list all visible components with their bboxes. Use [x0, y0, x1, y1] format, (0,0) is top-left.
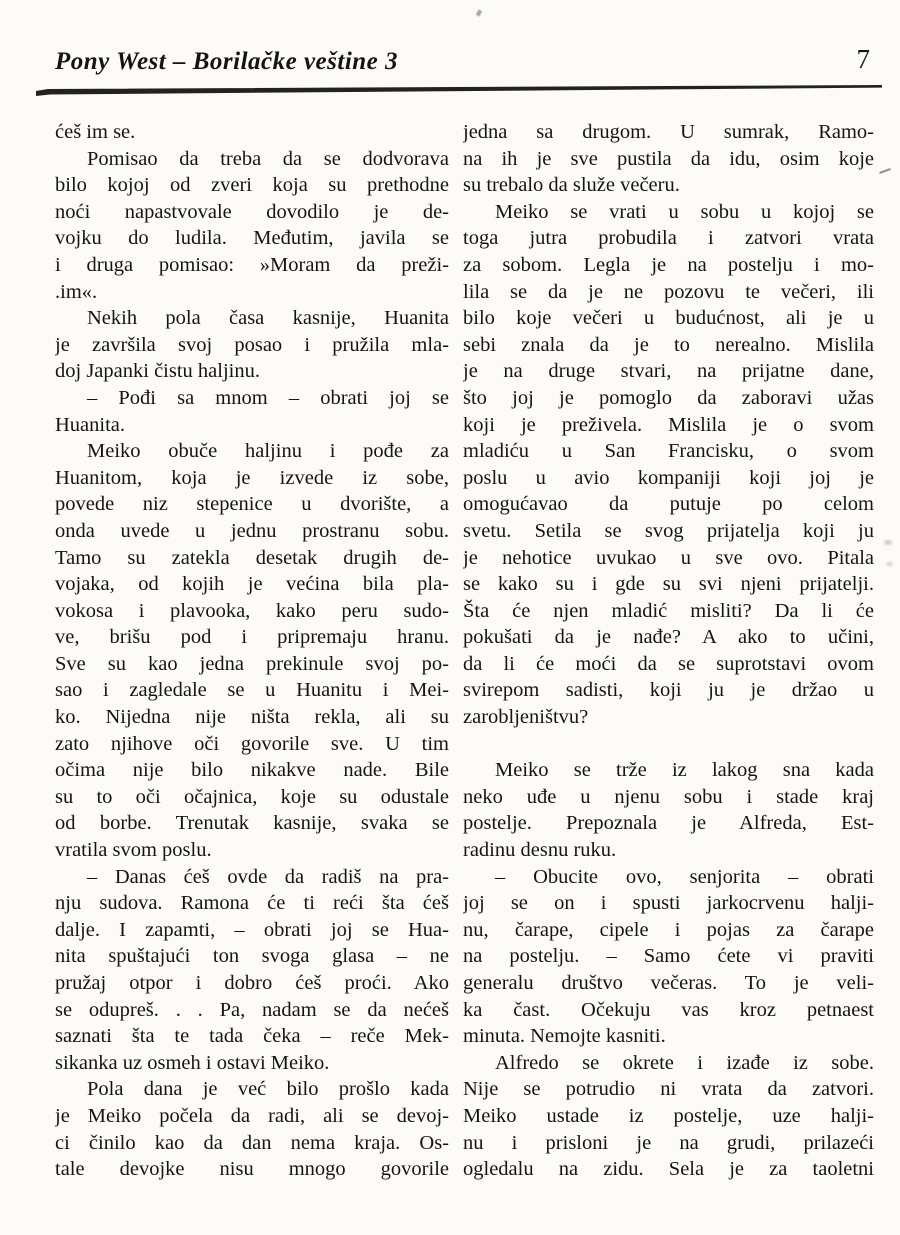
scan-artifact-smudge	[884, 540, 892, 545]
scan-artifact-dash	[879, 168, 891, 174]
text-line: minuta. Nemojte kasniti.	[463, 1025, 666, 1048]
text-line: zarobljeništvu?	[463, 706, 589, 729]
text-line: ve, brišu pod i pripremaju hranu.	[55, 626, 449, 649]
text-line: se odupreš. . . Pa, nadam se da nećeš	[55, 998, 449, 1021]
text-line: svetu. Setila se svog prijatelja koji ju	[463, 519, 874, 542]
text-line: tale devojke nisu mnogo govorile	[55, 1158, 449, 1181]
text-line: nu i prisloni je na grudi, prilazeći	[463, 1131, 874, 1154]
text-line: Meiko se vrati u sobu u kojoj se	[495, 200, 874, 223]
text-line: zato njihove oči govorile sve. U tim	[55, 732, 449, 755]
text-line: Nije se potrudio ni vrata da zatvori.	[463, 1078, 874, 1101]
text-line: ko. Nijedna nije ništa rekla, ali su	[55, 706, 449, 729]
text-line: ogledalu na zidu. Sela je za taoletni	[463, 1158, 874, 1181]
text-line: nu, čarape, cipele i pojas za čarape	[463, 918, 874, 941]
paragraph	[463, 757, 874, 863]
text-line: postelje. Prepoznala je Alfreda, Est-	[463, 812, 874, 835]
text-line: saznati šta te tada čeka – reče Mek-	[55, 1025, 449, 1048]
paragraph	[55, 864, 449, 1077]
text-line: su to oči očajnica, koje su odustale	[55, 785, 449, 808]
text-line: je završila svoj posao i pružila mla-	[55, 333, 449, 356]
text-line: je Meiko počela da radi, ali se devoj-	[55, 1104, 449, 1127]
text-line: ćeš im se.	[55, 121, 136, 143]
text-line: nju sudova. Ramona će ti reći šta ćeš	[55, 892, 449, 915]
text-line: Tamo su zatekla desetak drugih de-	[55, 546, 449, 569]
text-line: pokušati da je nađe? A ako to učini,	[463, 626, 874, 649]
text-column-left	[55, 119, 449, 1183]
text-line: Meiko se trže iz lakog sna kada	[495, 759, 874, 782]
header-rule	[36, 82, 882, 98]
text-line: noći napastvovale dovodilo je de-	[55, 200, 449, 223]
text-line: radinu desnu ruku.	[463, 839, 617, 862]
paragraph	[463, 199, 874, 731]
text-line: vojku do ludila. Međutim, javila se	[55, 227, 449, 250]
text-line: ka čast. Očekuju vas kroz petnaest	[463, 998, 874, 1021]
text-line: – Danas ćeš ovde da radiš na pra-	[87, 865, 449, 888]
text-line: – Obucite ovo, senjorita – obrati	[495, 865, 874, 888]
text-line: svirepom sadisti, koji ju je držao u	[463, 679, 874, 702]
scan-artifact-smudge	[886, 562, 893, 566]
text-line: na ih je sve pustila da idu, osim koje	[463, 147, 874, 170]
text-line: na postelju. – Samo ćete vi praviti	[463, 945, 874, 968]
text-line: poslu u avio kompaniji koji joj je	[463, 466, 874, 489]
text-line: Huanita.	[55, 413, 126, 436]
paragraph	[463, 119, 874, 199]
text-line: generalu društvo večeras. To je veli-	[463, 972, 874, 994]
text-line: vokosa i plavooka, kako peru sudo-	[55, 599, 449, 622]
text-line: što joj je pomoglo da zaboravi užas	[463, 386, 874, 409]
text-line: Alfredo se okrete i izađe iz sobe.	[495, 1051, 874, 1074]
text-line: vratila svom poslu.	[55, 839, 212, 862]
text-line: da li će moći da se suprotstavi ovom	[463, 652, 874, 675]
text-line: sebi znala da je to nerealno. Mislila	[463, 333, 874, 356]
scan-artifact-speck	[476, 9, 482, 16]
text-line: lila se da je ne pozovu te večeri, ili	[463, 280, 874, 303]
paragraph	[55, 119, 449, 146]
text-line: Pola dana je već bilo prošlo kada	[87, 1078, 449, 1101]
text-line: onda uvede u jednu prostranu sobu.	[55, 519, 449, 542]
text-line: .im«.	[55, 280, 98, 303]
paragraph	[463, 864, 874, 1050]
text-line: jedna sa drugom. U sumrak, Ramo-	[463, 121, 874, 143]
text-line: ci činilo kao da dan nema kraja. Os-	[55, 1131, 449, 1154]
paragraph	[55, 1076, 449, 1182]
text-line: je na druge stvari, na prijatne dane,	[463, 360, 874, 383]
text-line: mladiću u San Francisku, o svom	[463, 440, 874, 463]
text-line: joj se on i spusti jarkocrvenu halji-	[463, 892, 874, 915]
text-line: bilo kojoj od zveri koja su prethodne	[55, 174, 449, 197]
text-line: su trebalo da služe večeru.	[463, 174, 680, 197]
paragraph	[55, 146, 449, 306]
paragraph	[55, 305, 449, 385]
text-line: pružaj otpor i dobro ćeš proći. Ako	[55, 972, 449, 994]
running-title: Pony West – Borilačke veštine 3	[55, 48, 399, 75]
text-line: dalje. I zapamti, – obrati joj se Hua-	[55, 918, 449, 941]
text-line: se kako su i gde su svi njeni prijatelji.	[463, 573, 874, 596]
text-line: Meiko obuče haljinu i pođe za	[87, 440, 449, 463]
text-line: doj Japanki čistu haljinu.	[55, 360, 260, 383]
text-line: od borbe. Trenutak kasnije, svaka se	[55, 812, 449, 835]
paragraph	[463, 1050, 874, 1183]
text-line: neko uđe u njenu sobu i stade kraj	[463, 785, 874, 808]
text-line: očima nije bilo nikakve nade. Bile	[55, 759, 449, 782]
paragraph	[55, 438, 449, 864]
text-line: sikanka uz osmeh i ostavi Meiko.	[55, 1051, 330, 1074]
text-line: – Pođi sa mnom – obrati joj se	[87, 386, 449, 409]
text-line: koji je preživela. Mislila je o svom	[463, 413, 874, 436]
text-column-right	[463, 119, 874, 1183]
text-line: Pomisao da treba da se dodvorava	[87, 147, 449, 170]
text-line: za sobom. Legla je na postelju i mo-	[463, 253, 874, 276]
paragraph	[55, 385, 449, 438]
text-line: toga jutra probudila i zatvori vrata	[463, 227, 874, 250]
text-line: je nehotice uvukao u sve ovo. Pitala	[463, 546, 874, 569]
text-line: povede niz stepenice u dvorište, a	[55, 493, 449, 516]
text-line: omogućavao da putuje po celom	[463, 493, 874, 516]
text-line: bilo koje večeri u budućnost, ali je u	[463, 307, 874, 330]
text-line: vojaka, od kojih je većina bila pla-	[55, 573, 449, 596]
text-line: Meiko ustade iz postelje, uze halji-	[463, 1104, 874, 1127]
text-line: sao i zagledale se u Huanitu i Mei-	[55, 679, 449, 702]
text-line: Sve su kao jedna prekinule svoj po-	[55, 652, 449, 675]
text-line: i druga pomisao: »Moram da preži-	[55, 253, 449, 276]
text-line: Huanitom, koja je izvede iz sobe,	[55, 466, 449, 489]
text-line: Šta će njen mladić misliti? Da li će	[463, 599, 874, 622]
text-line: nita spuštajući ton svoga glasa – ne	[55, 945, 449, 968]
text-line: Nekih pola časa kasnije, Huanita	[87, 307, 449, 330]
page-number: 7	[856, 44, 870, 74]
